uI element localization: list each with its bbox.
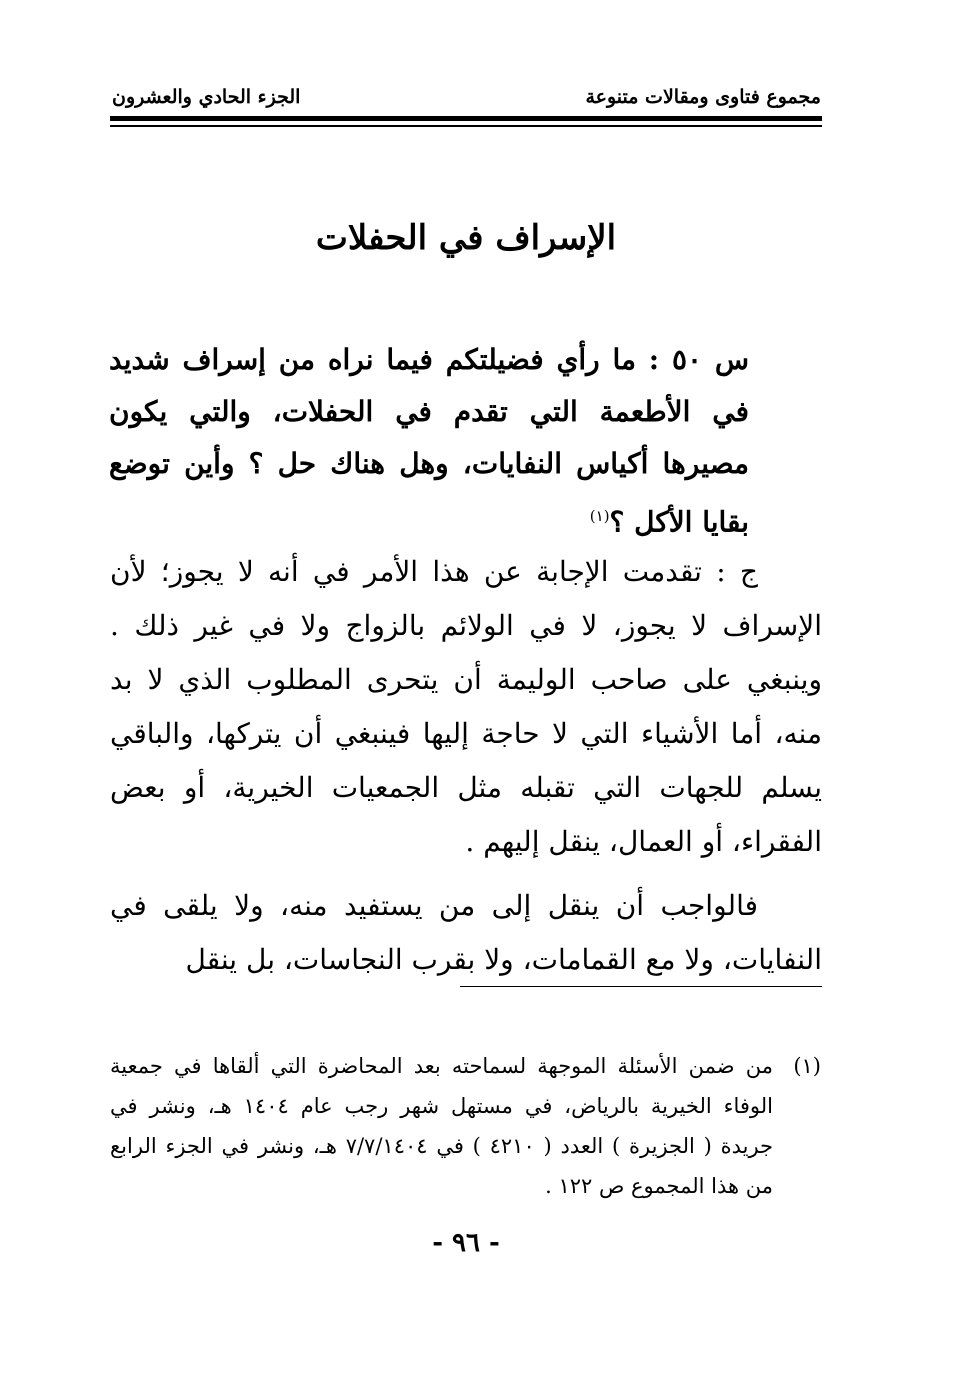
page-number: - ٩٦ - [432, 1228, 500, 1258]
footnote-reference: (١) [589, 507, 610, 525]
answer-paragraph-1: ج : تقدمت الإجابة عن هذا الأمر في أنه لا يجوز؛ لأن الإسراف لا يجوز، لا في الولائم بالزواج ولا في غير ذلك . وينبغي على صاحب الوليمة أن يتحرى المطلوب الذي لا بد منه، أما الأشياء التي لا حاجة إليها فينبغي أن يتركها، والباقي يسلم للجهات التي تقبله مثل الجمعيات الخيرية، أو بعض الفقراء، أو العمال، ينقل إليهم . [110, 555, 822, 858]
footnote [110, 1046, 821, 1206]
footnote-text: من ضمن الأسئلة الموجهة لسماحته بعد المحاضرة التي ألقاها في جمعية الوفاء الخيرية بالرياض، في مستهل شهر رجب عام ١٤٠٤ هـ، ونشر في جريدة ( الجزيرة ) العدد ( ٤٢١٠ ) في ٧/٧/١٤٠٤ هـ، ونشر في الجزء الرابع من هذا المجموع ص ١٢٢ . [110, 1054, 774, 1198]
answer-body [110, 545, 822, 987]
header-rule-thin [110, 125, 822, 127]
question-paragraph [109, 334, 749, 548]
footnote-separator [460, 986, 822, 987]
question-text: س ٥٠ : ما رأي فضيلتكم فيما نراه من إسراف شديد في الأطعمة التي تقدم في الحفلات، والتي يكون مصيرها أكياس النفايات، وهل هناك حل ؟ وأين توضع بقايا الأكل ؟ [109, 343, 749, 539]
header-rule-thick [110, 116, 822, 121]
running-header-volume: الجزء الحادي والعشرون [112, 86, 301, 108]
running-header-book-title: مجموع فتاوى ومقالات متنوعة [585, 86, 821, 108]
section-title: الإسراف في الحفلات [315, 218, 617, 258]
footnote-mark: (١) [793, 1054, 821, 1078]
answer-paragraph-2: فالواجب أن ينقل إلى من يستفيد منه، ولا يلقى في النفايات، ولا مع القمامات، ولا بقرب النجاسات، بل ينقل [110, 889, 822, 976]
